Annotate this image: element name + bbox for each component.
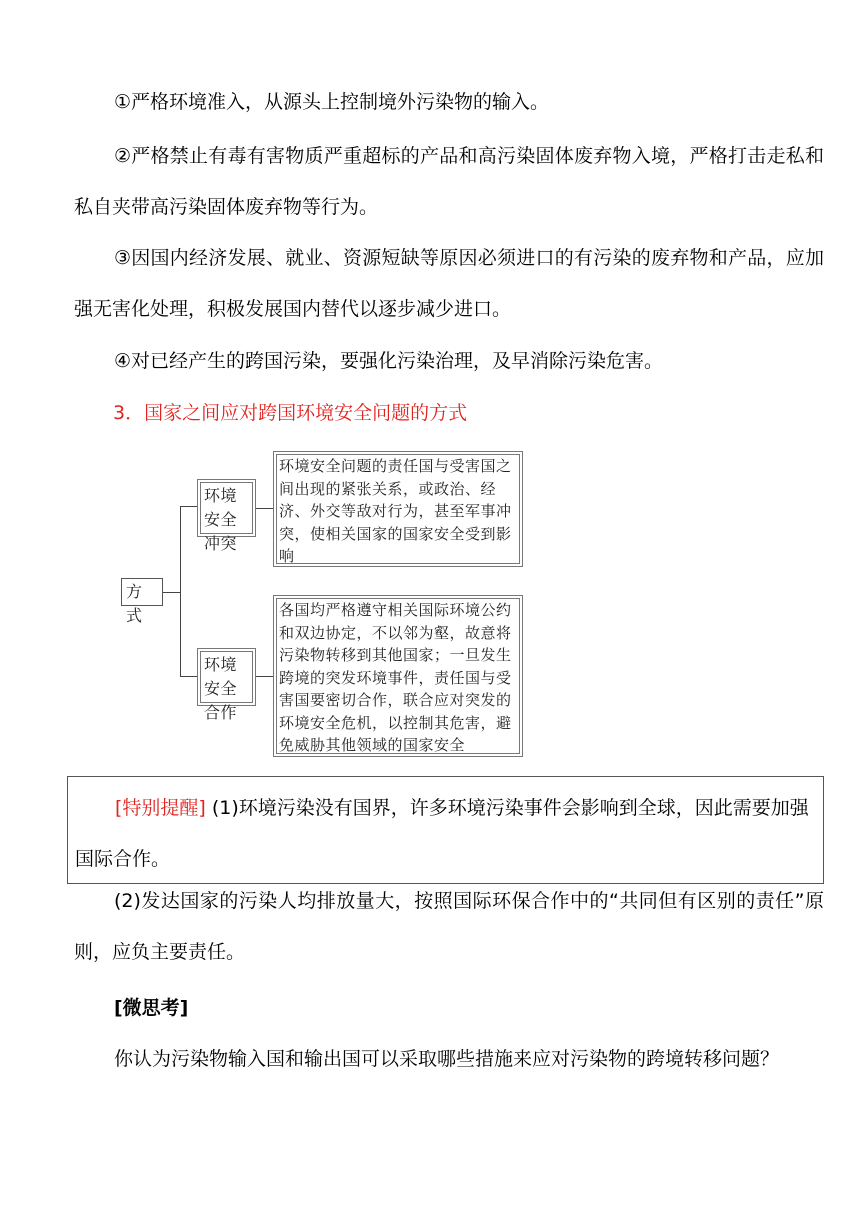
conflict-label-box — [197, 479, 256, 553]
conflict-description: 环境安全问题的责任国与受害国之间出现的紧张关系，或政治、经济、外交等敌对行为，甚至军事冲突，使相关国家的国家安全受到影响 — [279, 457, 512, 565]
connector-top-branch — [180, 506, 197, 507]
paragraph-2: ②严格禁止有毒有害物质严重超标的产品和高污染固体废弃物入境，严格打击走私和私自夹带高污染固体废弃物等行为。 — [74, 145, 824, 218]
conflict-label: 环境安全冲突 — [204, 486, 238, 553]
connector-root — [163, 592, 180, 593]
paragraph-1: ①严格环境准入，从源头上控制境外污染物的输入。 — [114, 91, 550, 113]
cooperation-label-box — [197, 648, 256, 722]
diagram-root-box — [121, 578, 163, 625]
special-reminder-box — [67, 776, 824, 884]
think-question: 你认为污染物输入国和输出国可以采取哪些措施来应对污染物的跨境转移问题？ — [114, 1048, 780, 1070]
diagram-root-label: 方式 — [126, 582, 143, 625]
connector-vertical — [180, 506, 181, 676]
cooperation-label: 环境安全合作 — [204, 655, 238, 722]
cooperation-description: 各国均严格遵守相关国际环境公约和双边协定，不以邻为壑，故意将污染物转移到其他国家；一旦发生跨境的突发环境事件，责任国与受害国要密切合作，联合应对突发的环境安全危机，以控制其危害，避免威胁其他领域的国家安全 — [279, 601, 512, 754]
think-heading: [微思考] — [114, 997, 189, 1019]
conflict-description-box — [273, 451, 523, 567]
paragraph-3: ③因国内经济发展、就业、资源短缺等原因必须进口的有污染的废弃物和产品，应加强无害化处理，积极发展国内替代以逐步减少进口。 — [74, 247, 824, 320]
cooperation-description-box — [273, 595, 523, 757]
reminder-paragraph — [75, 783, 817, 885]
reminder-text: (1)环境污染没有国界，许多环境污染事件会影响到全球，因此需要加强国际合作。 — [75, 797, 809, 870]
connector-bottom-branch — [180, 676, 197, 677]
reminder-tag: [特别提醒] — [115, 797, 206, 819]
connector-conflict — [256, 508, 273, 509]
paragraph-4: ④对已经产生的跨国污染，要强化污染治理，及早消除污染危害。 — [114, 350, 664, 372]
section-heading: 3．国家之间应对跨国环境安全问题的方式 — [113, 402, 468, 424]
paragraph-5: (2)发达国家的污染人均排放量大，按照国际环保合作中的“共同但有区别的责任”原则，应负主要责任。 — [74, 890, 824, 963]
connector-cooperation — [256, 676, 273, 677]
